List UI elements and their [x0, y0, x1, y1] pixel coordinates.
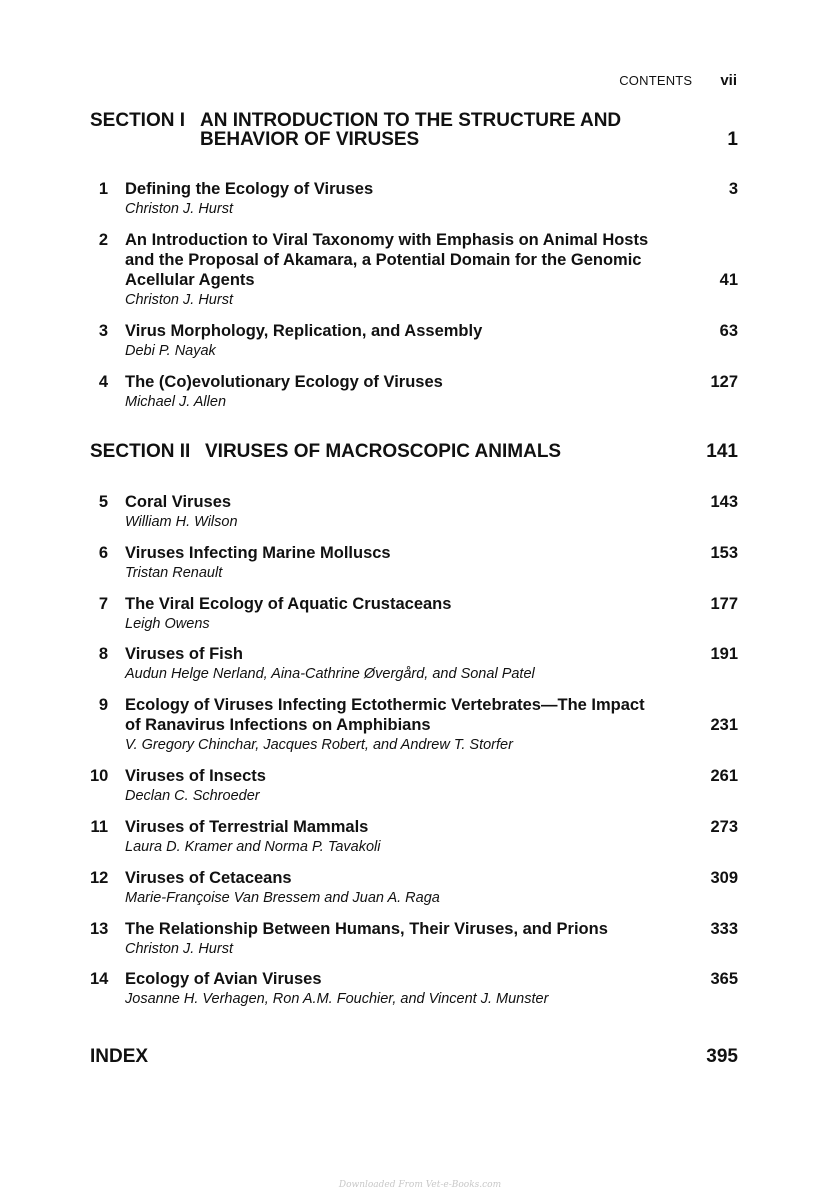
chapter-title-line: Virus Morphology, Replication, and Assembly [125, 322, 483, 340]
chapter-author: William H. Wilson [125, 514, 238, 530]
chapter-title-line: Viruses of Cetaceans [125, 869, 292, 887]
chapter-number: 7 [98, 595, 108, 613]
index-heading[interactable] [90, 1047, 738, 1066]
section-title-line: VIRUSES OF MACROSCOPIC ANIMALS [205, 441, 562, 462]
chapter-entry[interactable] [90, 321, 738, 361]
chapter-author: Christon J. Hurst [125, 292, 233, 308]
chapter-page-number: 191 [710, 645, 738, 663]
chapter-number: 10 [90, 767, 109, 785]
chapter-entry[interactable] [90, 868, 738, 908]
chapter-number: 3 [98, 322, 108, 340]
chapter-title-line: Defining the Ecology of Viruses [125, 180, 374, 198]
chapter-number: 2 [98, 231, 108, 249]
section-label: SECTION I [90, 110, 186, 131]
chapter-title-line: Viruses Infecting Marine Molluscs [125, 544, 391, 562]
index-label: INDEX [90, 1046, 149, 1067]
chapter-title-line: Viruses of Terrestrial Mammals [125, 818, 369, 836]
chapter-page-number: 127 [710, 373, 738, 391]
chapter-title-line: The Viral Ecology of Aquatic Crustaceans [125, 595, 452, 613]
chapter-entry[interactable] [90, 695, 738, 755]
index-page-number: 395 [706, 1046, 738, 1067]
chapter-entry[interactable] [90, 372, 738, 412]
section-page-number: 1 [727, 129, 738, 150]
chapter-title-line: The (Co)evolutionary Ecology of Viruses [125, 373, 443, 391]
running-head-page-number: vii [720, 72, 737, 89]
chapter-number: 5 [98, 493, 108, 511]
chapter-title-line: The Relationship Between Humans, Their Viruses, and Prions [125, 920, 608, 938]
chapter-entry[interactable] [90, 492, 738, 532]
chapter-number: 12 [90, 869, 109, 887]
chapter-title-line: Acellular Agents [125, 271, 255, 289]
section-title-line: AN INTRODUCTION TO THE STRUCTURE AND [200, 110, 622, 131]
chapter-page-number: 153 [710, 544, 738, 562]
footer-watermark: Downloaded From Vet-e-Books.com [338, 1180, 502, 1190]
chapter-author: Christon J. Hurst [125, 201, 233, 217]
chapter-page-number: 309 [710, 869, 738, 887]
chapter-entry[interactable] [90, 969, 738, 1009]
chapter-entry[interactable] [90, 817, 738, 857]
chapter-author: Marie-Françoise Van Bressem and Juan A. Raga [125, 890, 440, 906]
chapter-title-line: An Introduction to Viral Taxonomy with Emphasis on Animal Hosts [125, 231, 649, 249]
section-heading [90, 442, 738, 461]
chapter-author: Laura D. Kramer and Norma P. Tavakoli [125, 839, 381, 855]
chapter-number: 13 [90, 920, 109, 938]
section-title-line: BEHAVIOR OF VIRUSES [200, 129, 420, 150]
section-label: SECTION II [90, 441, 191, 462]
chapter-entry[interactable] [90, 179, 738, 219]
chapter-page-number: 3 [728, 180, 738, 198]
chapter-page-number: 177 [710, 595, 738, 613]
section-heading [90, 111, 738, 149]
chapter-author: V. Gregory Chinchar, Jacques Robert, and Andrew T. Storfer [125, 737, 513, 753]
chapter-entry[interactable] [90, 766, 738, 806]
chapter-entry[interactable] [90, 230, 738, 310]
chapter-title-line: Viruses of Fish [125, 645, 243, 663]
chapter-number: 11 [90, 818, 108, 836]
chapter-title-line: and the Proposal of Akamara, a Potential Domain for the Genomic [125, 251, 642, 269]
chapter-title-line: Ecology of Avian Viruses [125, 970, 322, 988]
chapter-page-number: 333 [710, 920, 738, 938]
chapter-author: Tristan Renault [125, 565, 223, 581]
chapter-page-number: 273 [710, 818, 738, 836]
chapter-page-number: 261 [710, 767, 738, 785]
chapter-author: Debi P. Nayak [125, 343, 216, 359]
chapter-number: 1 [98, 180, 108, 198]
chapter-number: 14 [90, 970, 109, 988]
chapter-number: 4 [98, 373, 108, 391]
chapter-number: 8 [98, 645, 108, 663]
chapter-author: Josanne H. Verhagen, Ron A.M. Fouchier, and Vincent J. Munster [125, 991, 549, 1007]
chapter-page-number: 63 [719, 322, 738, 340]
chapter-title-line: Viruses of Insects [125, 767, 266, 785]
running-head-label: CONTENTS [619, 73, 693, 88]
chapter-title-line: Ecology of Viruses Infecting Ectothermic Vertebrates—The Impact [125, 696, 645, 714]
chapter-entry[interactable] [90, 543, 738, 583]
chapter-author: Audun Helge Nerland, Aina-Cathrine Øvergård, and Sonal Patel [125, 666, 535, 682]
chapter-number: 9 [98, 696, 108, 714]
running-head [619, 72, 737, 89]
chapter-author: Michael J. Allen [125, 394, 227, 410]
chapter-author: Christon J. Hurst [125, 941, 233, 957]
chapter-entry[interactable] [90, 594, 738, 634]
chapter-page-number: 41 [719, 271, 738, 289]
chapter-author: Leigh Owens [125, 616, 210, 632]
chapter-number: 6 [98, 544, 108, 562]
chapter-title-line: Coral Viruses [125, 493, 232, 511]
chapter-page-number: 143 [710, 493, 738, 511]
chapter-page-number: 365 [710, 970, 738, 988]
chapter-author: Declan C. Schroeder [125, 788, 260, 804]
chapter-entry[interactable] [90, 644, 738, 684]
chapter-title-line: of Ranavirus Infections on Amphibians [125, 716, 431, 734]
section-page-number: 141 [706, 441, 738, 462]
chapter-entry[interactable] [90, 919, 738, 959]
chapter-page-number: 231 [710, 716, 738, 734]
